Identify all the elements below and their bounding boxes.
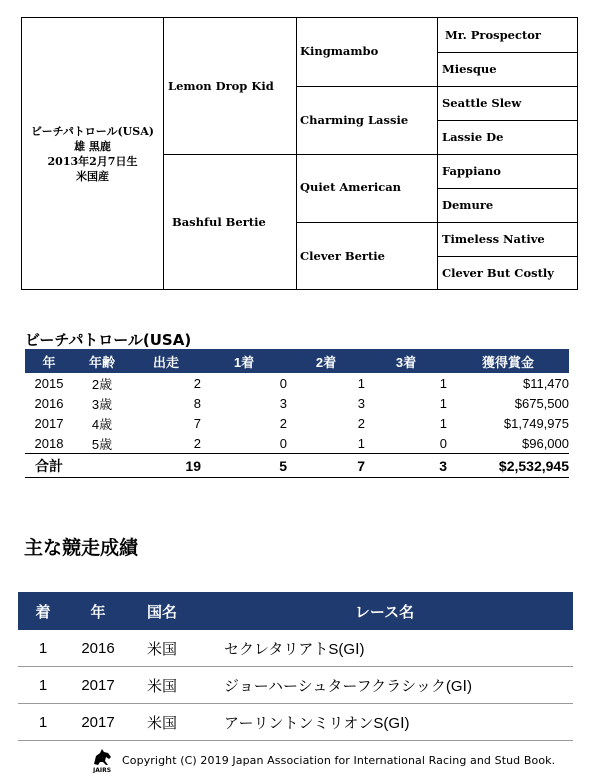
cell: 2016: [34, 395, 64, 411]
col-earnings: 獲得賞金: [447, 349, 569, 373]
cell: アーリントンミリオンS(GⅠ): [196, 704, 573, 741]
dam: Bashful Bertie: [172, 215, 266, 229]
cell: 2017: [68, 704, 128, 741]
table-row: [25, 373, 569, 393]
record-header-row: [25, 349, 569, 373]
ancestor-6: Demure: [442, 198, 494, 212]
cell: $11,470: [522, 375, 569, 391]
table-row: [18, 630, 573, 667]
pedigree-table: [21, 17, 578, 290]
cell: 1: [439, 375, 447, 391]
cell: 0: [439, 435, 447, 451]
cell: 2017: [34, 415, 64, 431]
col-age: 年齢: [73, 349, 131, 373]
cell: 2: [357, 415, 365, 431]
cell: 2: [193, 435, 201, 451]
col-year: 年: [68, 592, 128, 630]
cell: 3歳: [91, 396, 113, 412]
ancestor-5: Fappiano: [442, 164, 501, 178]
col-place: 着: [18, 592, 68, 630]
cell: 1: [18, 667, 68, 704]
cell: 2: [279, 415, 287, 431]
ancestor-3: Seattle Slew: [442, 96, 522, 110]
cell: 2歳: [91, 376, 113, 392]
cell: ジョーハーシュターフクラシック(GⅠ): [196, 667, 573, 704]
total-label: 合計: [25, 454, 73, 478]
cell: 1: [18, 704, 68, 741]
cell: 1: [357, 375, 365, 391]
cell: 1: [439, 415, 447, 431]
grandsire-1: Kingmambo: [300, 44, 379, 58]
cell: 5歳: [91, 436, 113, 452]
ancestor-2: Miesque: [442, 62, 497, 76]
cell: 2016: [68, 630, 128, 667]
cell: 米国: [128, 667, 196, 704]
cell: 0: [279, 375, 287, 391]
footer: [88, 747, 588, 773]
ancestor-7: Timeless Native: [442, 232, 545, 246]
cell: 3: [365, 454, 447, 478]
cell: 4歳: [91, 416, 113, 432]
cell: 1: [439, 395, 447, 411]
col-starts: 出走: [131, 349, 201, 373]
horse-origin: 米国産: [76, 169, 109, 183]
table-row: [18, 667, 573, 704]
cell: [73, 454, 131, 478]
cell: $675,500: [514, 395, 569, 411]
cell: 米国: [128, 704, 196, 741]
cell: 3: [357, 395, 365, 411]
table-row: [25, 393, 569, 413]
horse-name: ビーチパトロール(USA): [31, 124, 154, 138]
ancestor-1: Mr. Prospector: [445, 28, 541, 42]
cell: 8: [193, 395, 201, 411]
main-races-table: [18, 592, 573, 741]
cell: 3: [279, 395, 287, 411]
cell: 1: [357, 435, 365, 451]
cell: 7: [287, 454, 365, 478]
sire: Lemon Drop Kid: [168, 79, 274, 93]
races-header-row: [18, 592, 573, 630]
cell: セクレタリアトS(GⅠ): [196, 630, 573, 667]
table-row: [25, 433, 569, 454]
cell: $1,749,975: [503, 415, 569, 431]
copyright-text: Copyright (C) 2019 Japan Association for International Racing and Stud Book.: [122, 753, 556, 767]
cell: 2018: [34, 435, 64, 451]
cell: $2,532,945: [447, 454, 569, 478]
cell: 19: [131, 454, 201, 478]
cell: $96,000: [522, 435, 569, 451]
col-country: 国名: [128, 592, 196, 630]
cell: 2: [193, 375, 201, 391]
cell: 2015: [34, 375, 64, 391]
col-year: 年: [25, 349, 73, 373]
total-row: [25, 454, 569, 478]
col-race-name: レース名: [196, 592, 573, 630]
cell: 1: [18, 630, 68, 667]
col-first: 1着: [201, 349, 287, 373]
granddam-1: Charming Lassie: [300, 113, 409, 127]
record-title: ビーチパトロール(USA): [25, 331, 192, 349]
jairs-logo-icon: [88, 747, 116, 773]
table-row: [25, 413, 569, 433]
horse-info: [22, 18, 163, 289]
col-second: 2着: [287, 349, 365, 373]
ancestor-4: Lassie De: [442, 130, 504, 144]
cell: 7: [193, 415, 201, 431]
table-row: [18, 704, 573, 741]
granddam-2: Clever Bertie: [300, 249, 385, 263]
cell: 米国: [128, 630, 196, 667]
grandsire-2: Quiet American: [300, 180, 402, 194]
race-record-table: [25, 349, 569, 478]
ancestor-8: Clever But Costly: [442, 266, 554, 280]
cell: 2017: [68, 667, 128, 704]
horse-birth: 2013年2月7日生: [47, 154, 138, 168]
horse-sex-color: 雄 黒鹿: [74, 139, 111, 153]
main-races-title: 主な競走成績: [24, 537, 139, 559]
cell: 5: [201, 454, 287, 478]
cell: 0: [279, 435, 287, 451]
logo-text: JAIRS: [92, 767, 112, 773]
col-third: 3着: [365, 349, 447, 373]
